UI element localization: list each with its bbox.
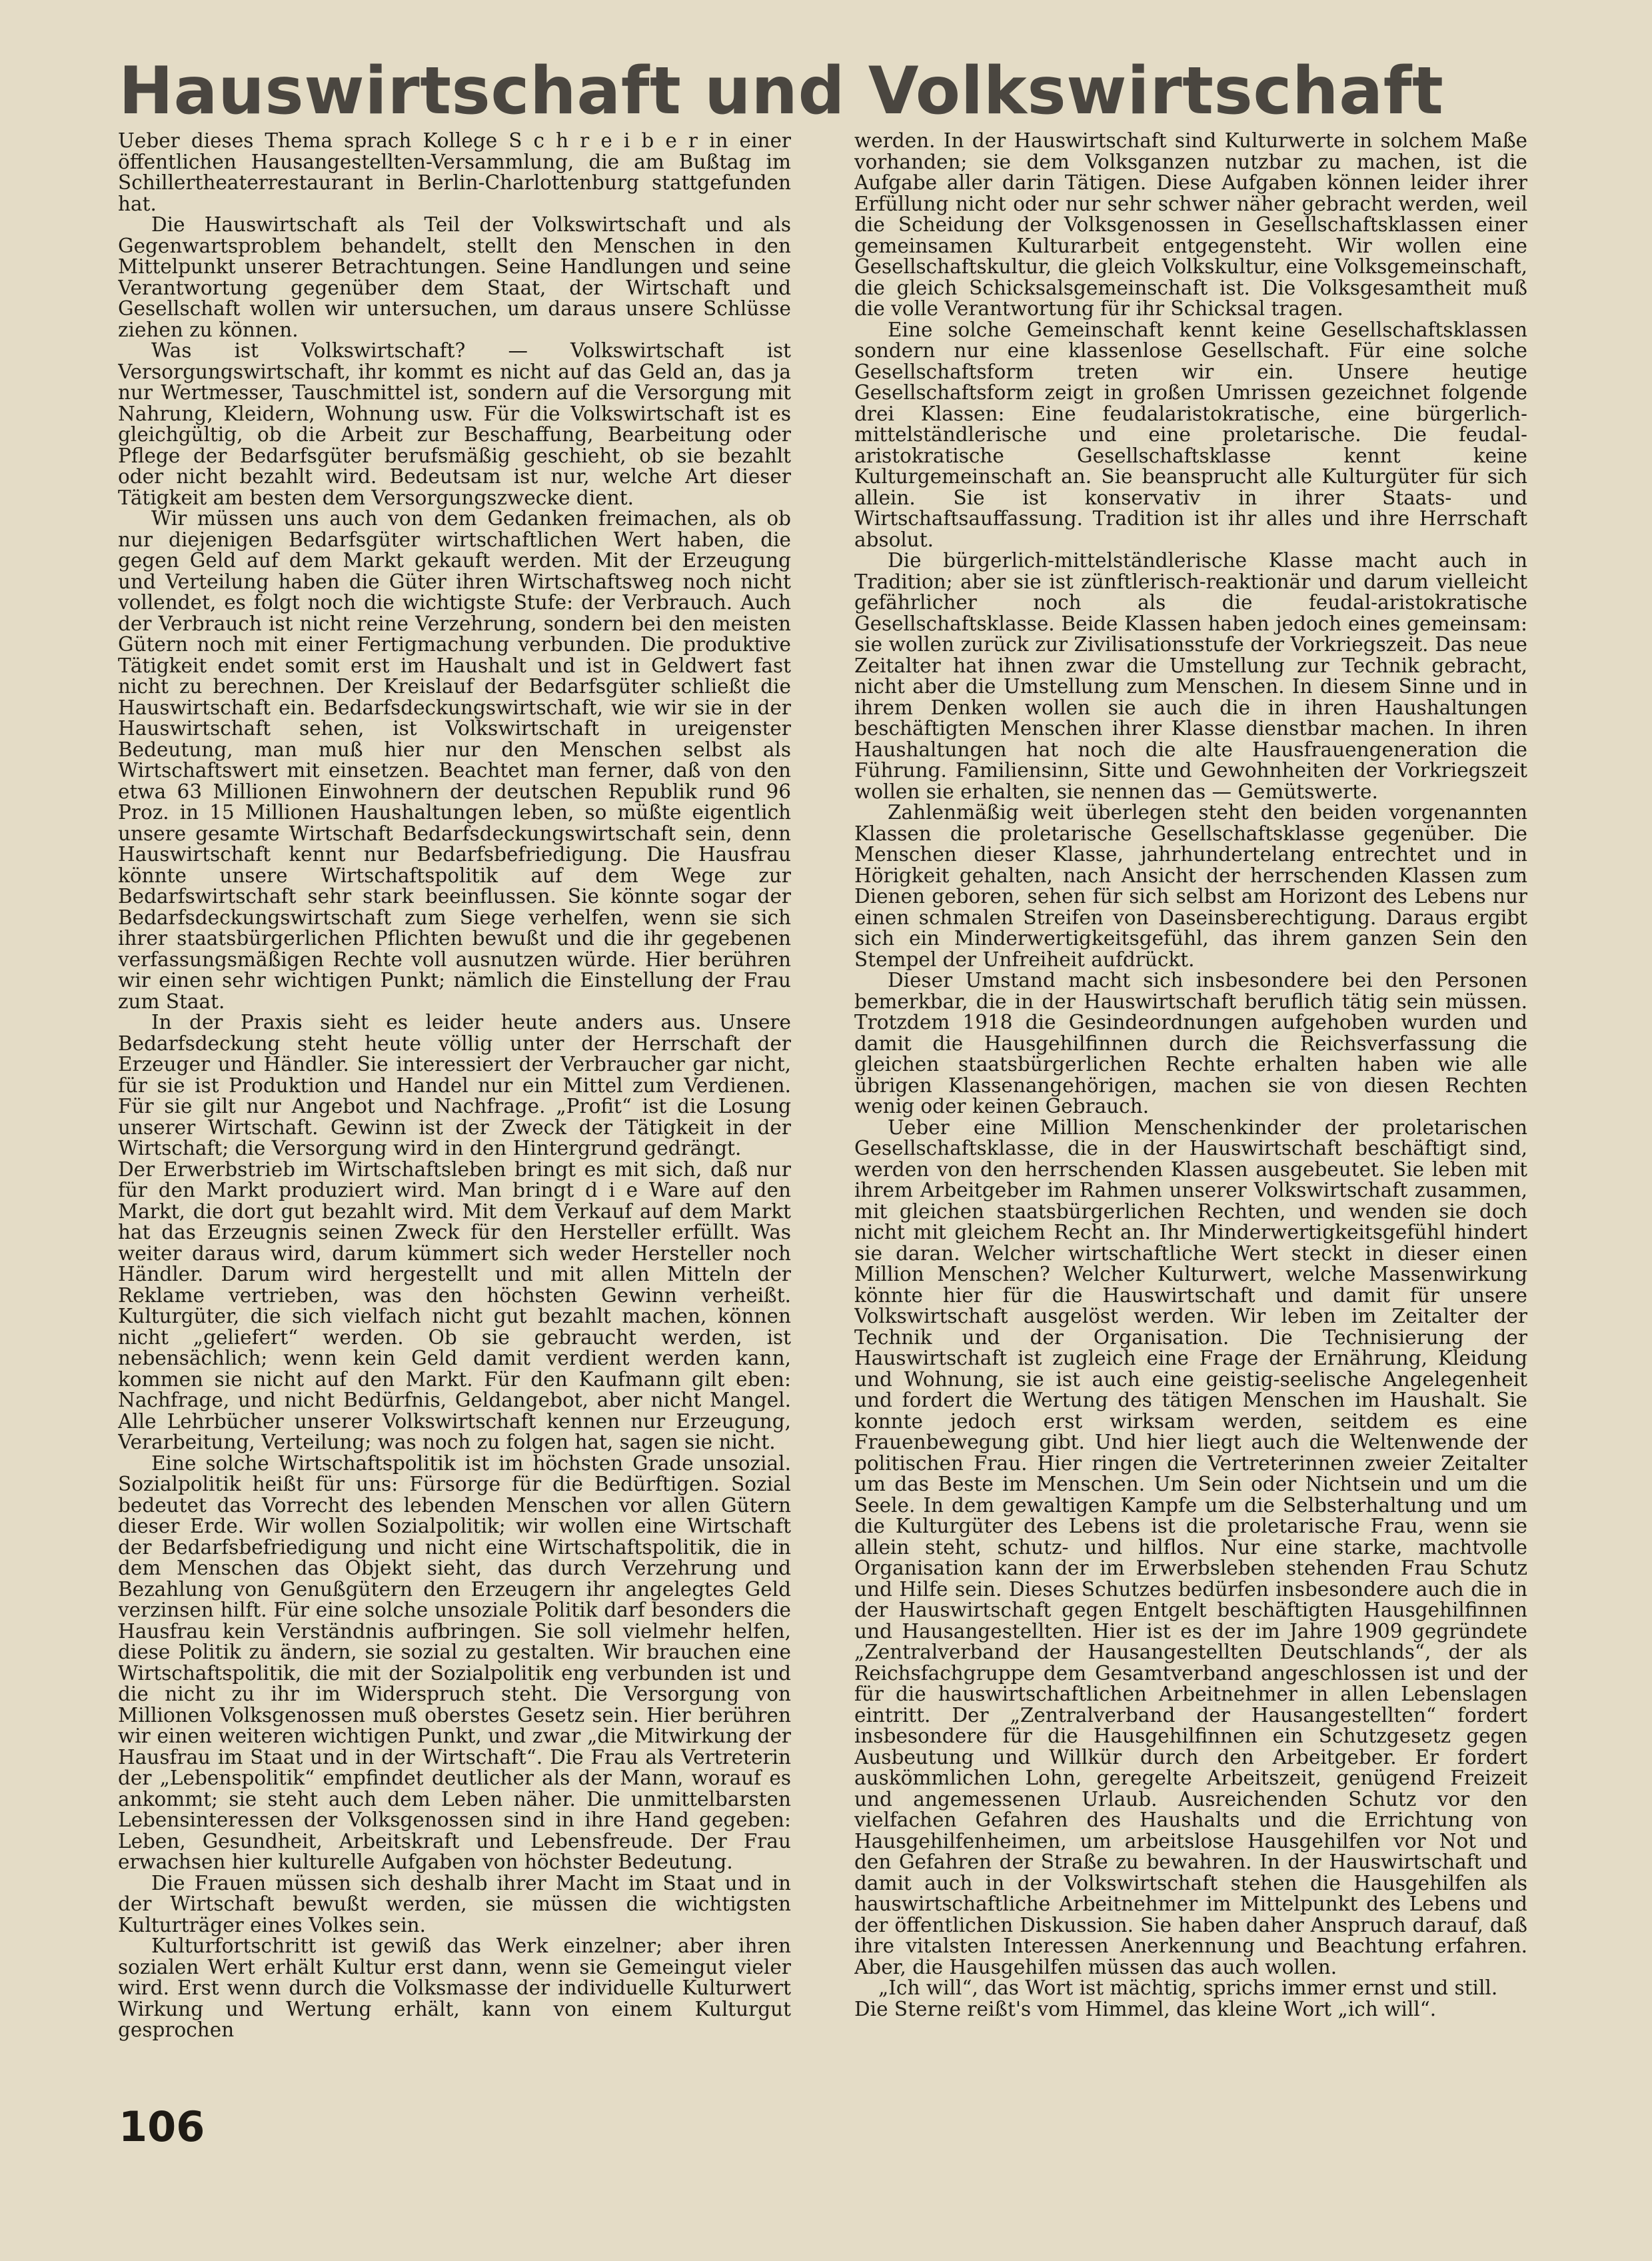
paragraph: Dieser Umstand macht sich insbesondere bei den Personen bemerkbar, die in der Hauswirtschaft beruflich tätig sein müssen. Trotzdem 1918 die Gesindeordnungen aufgehoben wurden und damit die Hausgehilfinnen durch die Reichsverfassung die gleichen staatsbürgerlichen Rechte erhalten haben wie alle übrigen Klassenangehörigen, machen sie von diesen Rechten wenig oder keinen Gebrauch. xyxy=(854,969,1527,1118)
paragraph: Was ist Volkswirtschaft? — Volkswirtschaft ist Versorgungswirtschaft, ihr kommt es nicht auf das Geld an, das ja nur Wertmesser, Tauschmittel ist, sondern auf die Versorgung mit Nahrung, Kleidern, Wohnung usw. Für die Volkswirtschaft ist es gleichgültig, ob die Arbeit zur Beschaffung, Bearbeitung oder Pflege der Bedarfsgüter berufsmäßig geschieht, ob sie bezahlt oder nicht bezahlt wird. Bedeutsam ist nur, welche Art dieser Tätigkeit am besten dem Versorgungszwecke dient. xyxy=(118,339,791,509)
paragraph: Eine solche Gemeinschaft kennt keine Gesellschaftsklassen sondern nur eine klassenlose Gesellschaft. Für eine solche Gesellschaftsform treten wir ein. Unsere heutige Gesellschaftsform zeigt in großen Umrissen gezeichnet folgende drei Klassen: Eine feudalaristokratische, eine bürgerlich-mittelständlerische und eine proletarische. Die feudal-aristokratische Gesellschaftsklasse kennt keine Kulturgemeinschaft an. Sie beansprucht alle Kulturgüter für sich allein. Sie ist konservativ in ihrer Staats- und Wirtschaftsauffassung. Tradition ist ihr alles und ihre Herrschaft absolut. xyxy=(854,318,1527,551)
closing-verse-line: Die Sterne reißt's vom Himmel, das kleine Wort „ich will“. xyxy=(854,1997,1437,2020)
paragraph: Ueber eine Million Menschenkinder der proletarischen Gesellschaftsklasse, die in der Hauswirtschaft beschäftigt sind, werden von den herrschenden Klassen ausgebeutet. Sie leben mit ihrem Arbeitgeber im Rahmen unserer Volkswirtschaft zusammen, mit gleichen staatsbürgerlichen Rechten, und wenden sie doch nicht mit gleichem Recht an. Ihr Minderwertigkeitsgefühl hindert sie daran. Welcher wirtschaftliche Wert steckt in dieser einen Million Menschen? Welcher Kulturwert, welche Massenwirkung könnte hier für die Hauswirtschaft und damit für unsere Volkswirtschaft ausgelöst werden. Wir leben im Zeitalter der Technik und der Organisation. Die Technisierung der Hauswirtschaft ist zugleich eine Frage der Ernährung, Kleidung und Wohnung, sie ist auch eine geistig-seelische Angelegenheit und fordert die Wertung des tätigen Menschen im Haushalt. Sie konnte jedoch erst wirksam werden, seitdem es eine Frauenbewegung gibt. Und hier liegt auch die Weltenwende der politischen Frau. Hier ringen die Vertreterinnen zweier Zeitalter um das Beste im Menschen. Um Sein oder Nichtsein und um die Seele. In dem gewaltigen Kampfe um die Selbsterhaltung und um die Kulturgüter des Lebens ist die proletarische Frau, wenn sie allein steht, schutz- und hilflos. Nur eine starke, machtvolle Organisation kann der im Erwerbsleben stehenden Frau Schutz und Hilfe sein. Dieses Schutzes bedürfen insbesondere auch die in der Hauswirtschaft gegen Entgelt beschäftigten Hausgehilfinnen und Hausangestellten. Hier ist es der im Jahre 1909 gegründete „Zentralverband der Hausangestellten Deutschlands“, der als Reichsfachgruppe dem Gesamtverband angeschlossen ist und der für die hauswirtschaftlichen Arbeitnehmer in allen Lebenslagen eintritt. Der „Zentralverband der Hausangestellten“ fordert insbesondere für die Hausgehilfinnen ein Schutzgesetz gegen Ausbeutung und Willkür durch den Arbeitgeber. Er fordert auskömmlichen Lohn, geregelte Arbeitszeit, genügend Freizeit und angemessenen Urlaub. Ausreichenden Schutz vor den vielfachen Gefahren des Haushalts und die Errichtung von Hausgehilfenheimen, um arbeitslose Hausgehilfen vor Not und den Gefahren der Straße zu bewahren. In der Hauswirtschaft und damit auch in der Volkswirtschaft stehen die Hausgehilfen als hauswirtschaftliche Arbeitnehmer im Mittelpunkt des Lebens und der öffentlichen Diskussion. Sie haben daher Anspruch darauf, daß ihre vitalsten Interessen Anerkennung und Beachtung erfahren. Aber, die Hausgehilfen müssen das auch wollen. xyxy=(854,1116,1527,1978)
closing-verse-line: „Ich will“, das Wort ist mächtig, sprichs immer ernst und still. xyxy=(878,1976,1498,1999)
paragraph: Zahlenmäßig weit überlegen steht den beiden vorgenannten Klassen die proletarische Gesellschaftsklasse gegenüber. Die Menschen dieser Klasse, jahrhundertelang entrechtet und in Hörigkeit gehalten, nach Ansicht der herrschenden Klassen zum Dienen geboren, sehen für sich selbst am Horizont des Lebens nur einen schmalen Streifen von Daseinsberechtigung. Daraus ergibt sich ein Minderwertigkeitsgefühl, das ihrem ganzen Sein den Stempel der Unfreiheit aufdrückt. xyxy=(854,801,1527,971)
paragraph: Eine solche Wirtschaftspolitik ist im höchsten Grade unsozial. Sozialpolitik heißt für uns: Fürsorge für die Bedürftigen. Sozial bedeutet das Vorrecht des lebenden Menschen vor allen Gütern dieser Erde. Wir wollen Sozialpolitik; wir wollen eine Wirtschaft der Bedarfsbefriedigung und nicht eine Wirtschaftspolitik, die in dem Menschen das Objekt sieht, das durch Verzehrung und Bezahlung von Genußgütern den Erzeugern ihr angelegtes Geld verzinsen hilft. Für eine solche unsoziale Politik darf besonders die Hausfrau kein Verständnis aufbringen. Sie soll vielmehr helfen, diese Politik zu ändern, sie sozial zu gestalten. Wir brauchen eine Wirtschaftspolitik, die mit der Sozialpolitik eng verbunden ist und die nicht zu ihr im Widerspruch steht. Die Versorgung von Millionen Volksgenossen muß oberstes Gesetz sein. Hier berühren wir einen weiteren wichtigen Punkt, und zwar „die Mitwirkung der Hausfrau im Staat und in der Wirtschaft“. Die Frau als Vertreterin der „Lebenspolitik“ empfindet deutlicher als der Mann, worauf es ankommt; sie steht auch dem Leben näher. Die unmittelbarsten Lebensinteressen der Volksgenossen sind in ihre Hand gegeben: Leben, Gesundheit, Arbeitskraft und Lebensfreude. Der Frau erwachsen hier kulturelle Aufgaben von höchster Bedeutung. xyxy=(118,1451,791,1873)
article-title: Hauswirtschaft und Volkswirtschaft xyxy=(119,53,1444,129)
paragraph: Die bürgerlich-mittelständlerische Klasse macht auch in Tradition; aber sie ist zünftlerisch-reaktionär und darum vielleicht gefährlicher noch als die feudal-aristokratische Gesellschaftsklasse. Beide Klassen haben jedoch eines gemeinsam: sie wollen zurück zur Zivilisationsstufe der Vorkriegszeit. Das neue Zeitalter hat ihnen zwar die Umstellung zur Technik gebracht, nicht aber die Umstellung zum Menschen. In diesem Sinne und in ihrem Denken wollen sie auch die in ihren Haushaltungen beschäftigten Menschen ihrer Klasse dienstbar machen. In ihren Haushaltungen hat noch die alte Hausfrauengeneration die Führung. Familiensinn, Sitte und Gewohnheiten der Vorkriegszeit wollen sie erhalten, sie nennen das — Gemütswerte. xyxy=(854,549,1527,803)
paragraph: Kulturfortschritt ist gewiß das Werk einzelner; aber ihren sozialen Wert erhält Kultur erst dann, wenn sie Gemeingut vieler wird. Erst wenn durch die Volksmasse der individuelle Kulturwert Wirkung und Wertung erhält, kann von einem Kulturgut gesprochen xyxy=(118,1934,791,2041)
paragraph: Ueber dieses Thema sprach Kollege S c h r e i b e r in einer öffentlichen Hausangestellten-Versammlung, die am Bußtag im Schillertheaterrestaurant in Berlin-Charlottenburg stattgefunden hat. xyxy=(118,131,791,215)
right-column xyxy=(854,131,1527,2096)
paragraph: Die Hauswirtschaft als Teil der Volkswirtschaft und als Gegenwartsproblem behandelt, stellt den Menschen in den Mittelpunkt unserer Betrachtungen. Seine Handlungen und seine Verantwortung gegenüber dem Staat, der Wirtschaft und Gesellschaft wollen wir untersuchen, um daraus unsere Schlüsse ziehen zu können. xyxy=(118,213,791,341)
paragraph: werden. In der Hauswirtschaft sind Kulturwerte in solchem Maße vorhanden; sie dem Volksganzen nutzbar zu machen, ist die Aufgabe aller darin Tätigen. Diese Aufgaben können leider ihrer Erfüllung nicht oder nur sehr schwer näher gebracht werden, weil die Scheidung der Volksgenossen in Gesellschaftsklassen einer gemeinsamen Kulturarbeit entgegensteht. Wir wollen eine Gesellschaftskultur, die gleich Volkskultur, eine Volksgemeinschaft, die gleich Schicksalsgemeinschaft ist. Die Volksgesamtheit muß die volle Verantwortung für ihr Schicksal tragen. xyxy=(854,131,1527,320)
paragraph: Der Erwerbstrieb im Wirtschaftsleben bringt es mit sich, daß nur für den Markt produziert wird. Man bringt d i e Ware auf den Markt, die dort gut bezahlt wird. Mit dem Verkauf auf dem Markt hat das Erzeugnis seinen Zweck für den Hersteller erfüllt. Was weiter daraus wird, darum kümmert sich weder Hersteller noch Händler. Darum wird hergestellt und mit allen Mitteln der Reklame vertrieben, was den höchsten Gewinn verheißt. Kulturgüter, die sich vielfach nicht gut bezahlt machen, können nicht „geliefert“ werden. Ob sie gebraucht werden, ist nebensächlich; wenn kein Geld damit verdient werden kann, kommen sie nicht auf den Markt. Für den Kaufmann gilt eben: Nachfrage, und nicht Bedürfnis, Geldangebot, aber nicht Mangel. Alle Lehrbücher unserer Volkswirtschaft kennen nur Erzeugung, Verarbeitung, Verteilung; was noch zu folgen hat, sagen sie nicht. xyxy=(118,1157,791,1453)
paragraph: In der Praxis sieht es leider heute anders aus. Unsere Bedarfsdeckung steht heute völlig unter der Herrschaft der Erzeuger und Händler. Sie interessiert der Verbraucher gar nicht, für sie ist Produktion und Handel nur ein Mittel zum Verdienen. Für sie gilt nur Angebot und Nachfrage. „Profit“ ist die Losung unserer Wirtschaft. Gewinn ist der Zweck der Tätigkeit in der Wirtschaft; die Versorgung wird in den Hintergrund gedrängt. xyxy=(118,1011,791,1159)
page-number: 106 xyxy=(119,2102,205,2151)
paragraph: Wir müssen uns auch von dem Gedanken freimachen, als ob nur diejenigen Bedarfsgüter wirtschaftlichen Wert haben, die gegen Geld auf dem Markt gekauft werden. Mit der Erzeugung und Verteilung haben die Güter ihren Wirtschaftsweg noch nicht vollendet, es folgt noch die wichtigste Stufe: der Verbrauch. Auch der Verbrauch ist nicht reine Verzehrung, sondern bei den meisten Gütern noch mit einer Fertigmachung verbunden. Die produktive Tätigkeit endet somit erst im Haushalt und ist in Geldwert fast nicht zu berechnen. Der Kreislauf der Bedarfsgüter schließt die Hauswirtschaft ein. Bedarfsdeckungswirtschaft, wie wir sie in der Hauswirtschaft sehen, ist Volkswirtschaft in ureigenster Bedeutung, man muß hier nur den Menschen selbst als Wirtschaftswert mit einsetzen. Beachtet man ferner, daß von den etwa 63 Millionen Einwohnern der deutschen Republik rund 96 Proz. in 15 Millionen Haushaltungen leben, so müßte eigentlich unsere gesamte Wirtschaft Bedarfsdeckungswirtschaft sein, denn Hauswirtschaft kennt nur Bedarfsbefriedigung. Die Hausfrau könnte unsere Wirtschaftspolitik auf dem Wege zur Bedarfswirtschaft sehr stark beeinflussen. Sie könnte sogar der Bedarfsdeckungswirtschaft zum Siege verhelfen, wenn sie sich ihrer staatsbürgerlichen Pflichten bewußt und die ihr gegebenen verfassungsmäßigen Rechte voll ausnutzen würde. Hier berühren wir einen sehr wichtigen Punkt; nämlich die Einstellung der Frau zum Staat. xyxy=(118,507,791,1013)
left-column xyxy=(118,131,791,2096)
paragraph: Die Frauen müssen sich deshalb ihrer Macht im Staat und in der Wirtschaft bewußt werden, sie müssen die wichtigsten Kulturträger eines Volkes sein. xyxy=(118,1871,791,1936)
